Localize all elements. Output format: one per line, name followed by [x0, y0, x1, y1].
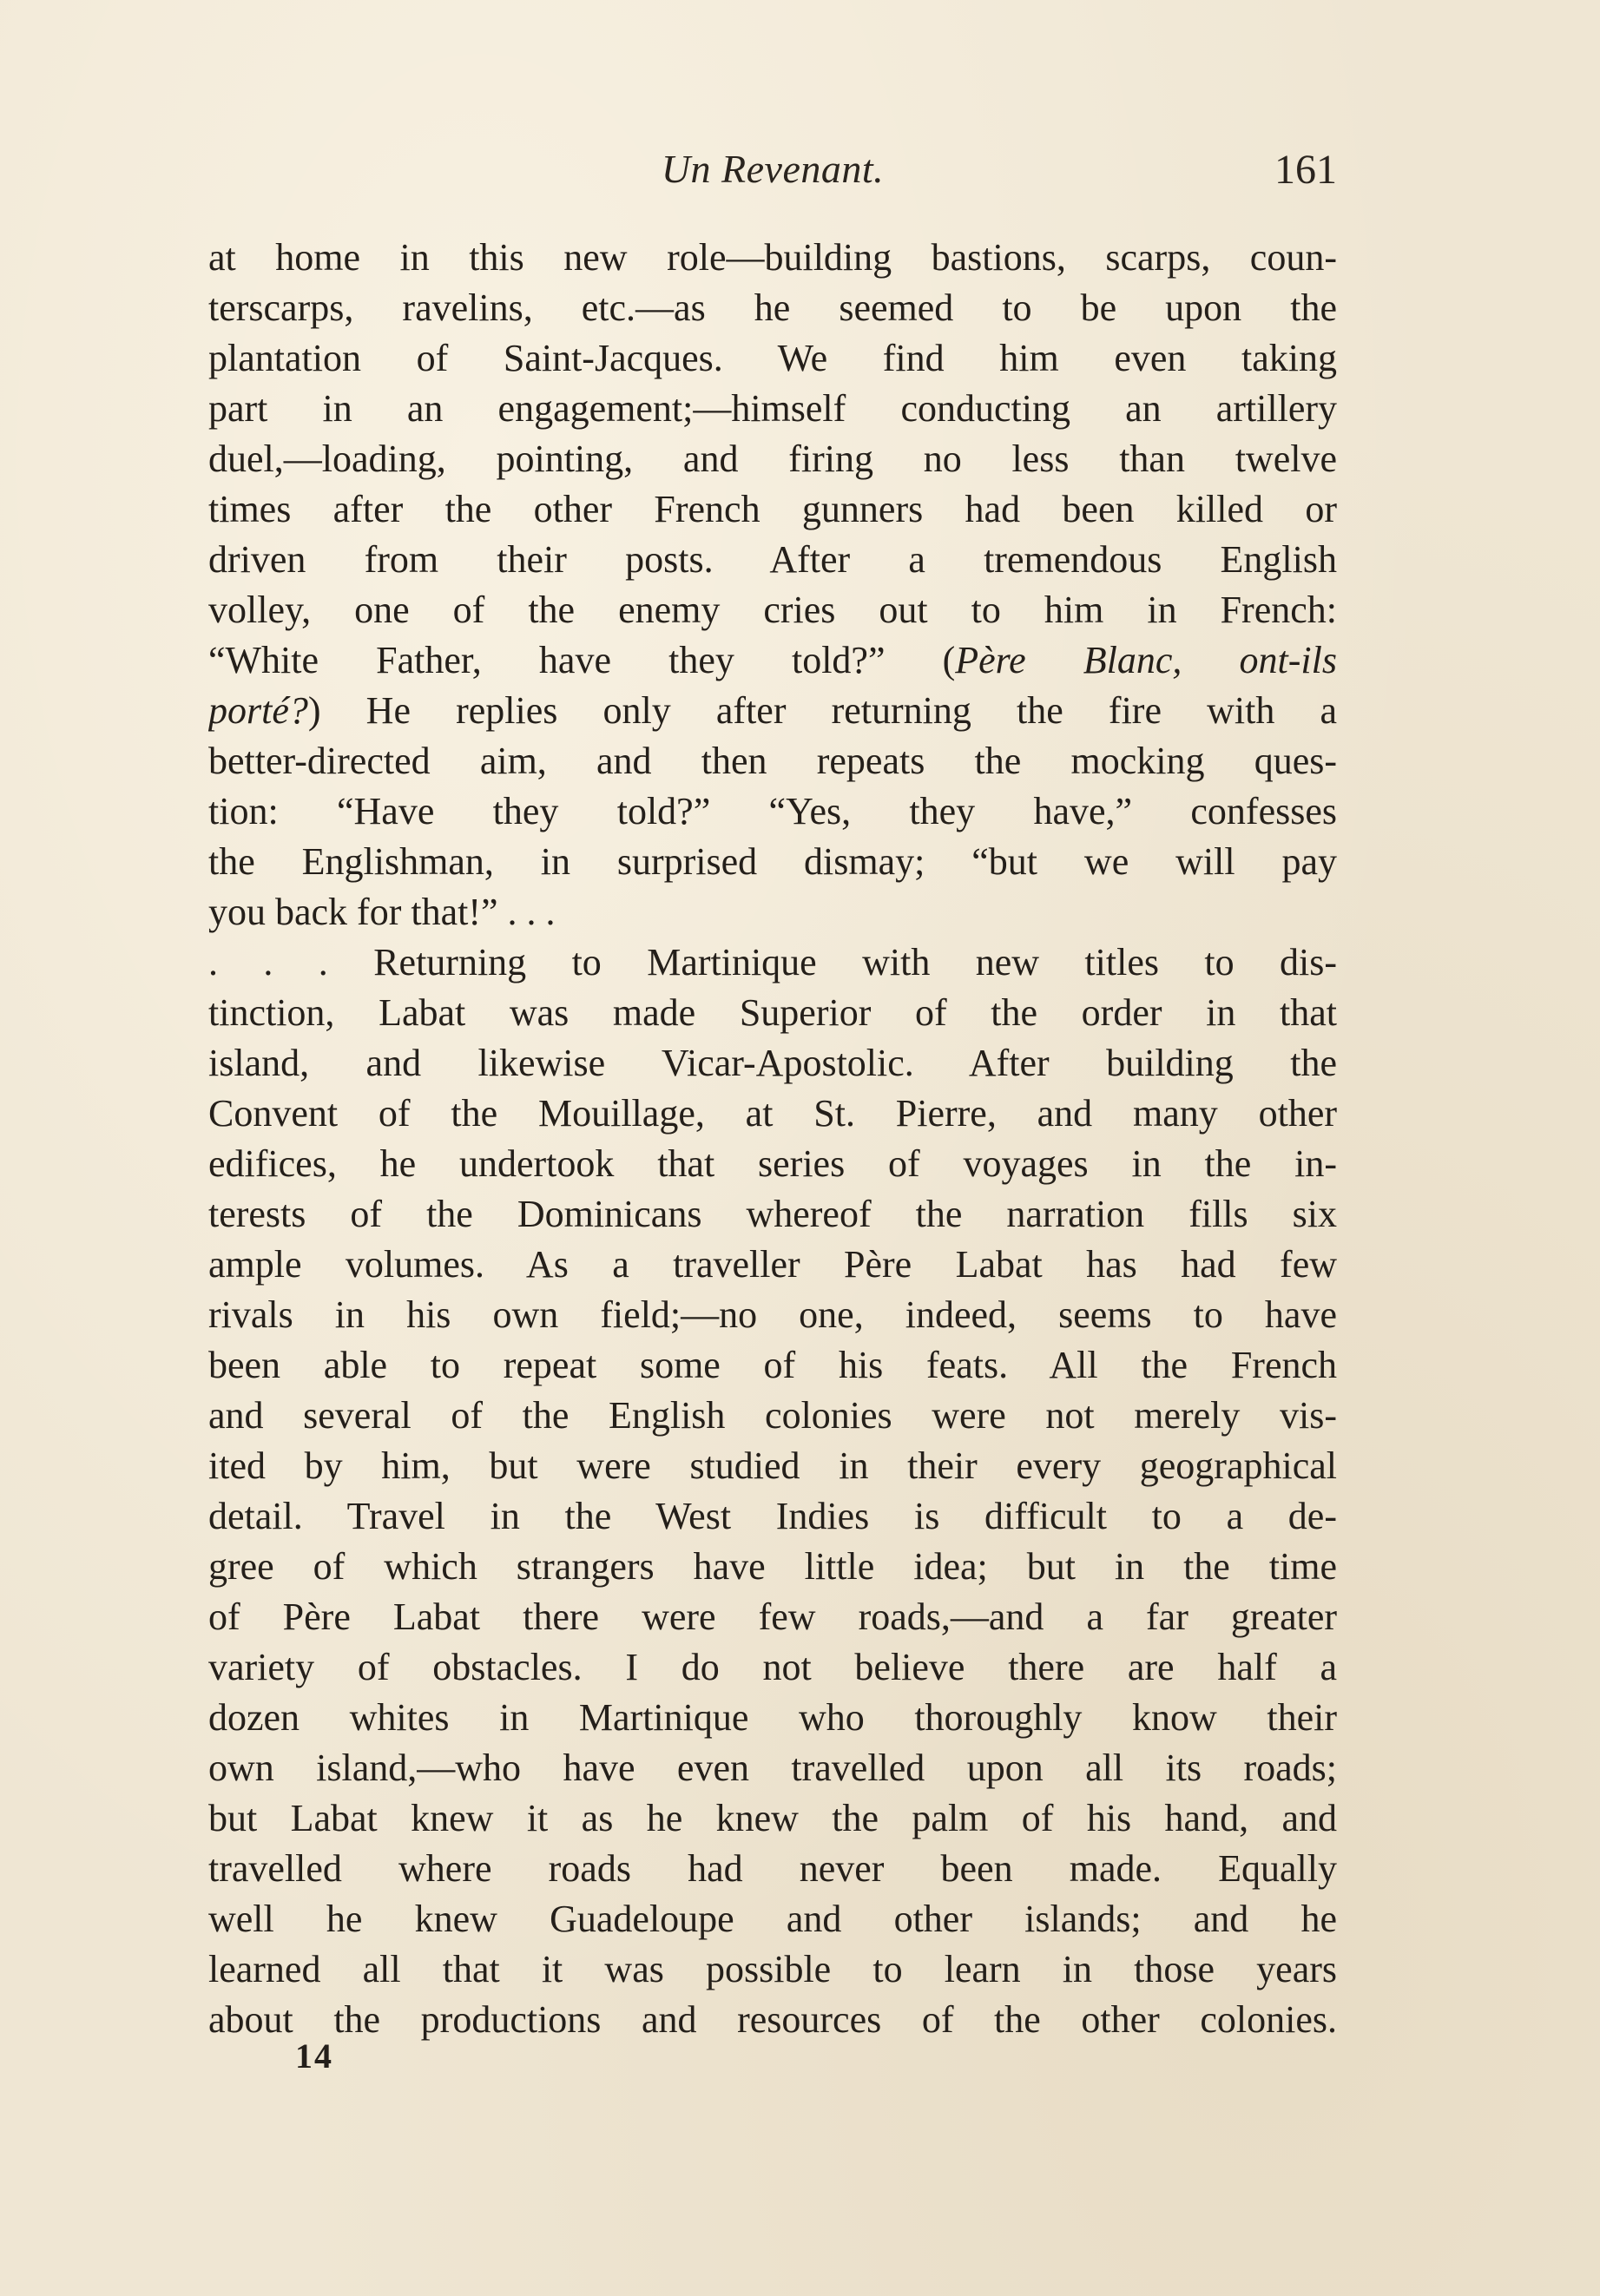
text-line: been able to repeat some of his feats. All the French: [208, 1344, 1337, 1386]
text-line: better-directed aim, and then repeats the mocking ques-: [208, 740, 1337, 782]
text-line: the Englishman, in surprised dismay; “but we will pay: [208, 840, 1337, 883]
text-line: you back for that!” . . .: [208, 891, 556, 933]
text-line: island, and likewise Vicar-Apostolic. After building the: [208, 1042, 1337, 1084]
running-title: Un Revenant.: [661, 147, 885, 191]
signature-mark: 14: [295, 2036, 333, 2076]
italic-french-phrase: Père Blanc, ont-ils: [955, 639, 1337, 681]
text-line: terests of the Dominicans whereof the narration fills six: [208, 1193, 1337, 1235]
text-line: tinction, Labat was made Superior of the order in that: [208, 991, 1337, 1034]
text-run: ) He replies only after returning the fire with a: [307, 689, 1337, 732]
text-line: edifices, he undertook that series of voyages in the in-: [208, 1142, 1337, 1185]
text-line: terscarps, ravelins, etc.—as he seemed to be upon the: [208, 286, 1337, 329]
text-line: variety of obstacles. I do not believe there are half a: [208, 1646, 1337, 1688]
text-line: of Père Labat there were few roads,—and a far greater: [208, 1595, 1337, 1638]
text-line: well he knew Guadeloupe and other islands; and he: [208, 1898, 1337, 1940]
text-line: [208, 635, 1337, 686]
italic-french-phrase: porté?: [208, 689, 308, 732]
text-line: plantation of Saint-Jacques. We find him even taking: [208, 337, 1337, 379]
text-line: times after the other French gunners had been killed or: [208, 488, 1337, 530]
text-line: . . . Returning to Martinique with new titles to dis-: [208, 941, 1337, 984]
text-line: [208, 686, 1337, 736]
text-line: and several of the English colonies were not merely vis-: [208, 1394, 1337, 1437]
text-line: rivals in his own field;—no one, indeed, seems to have: [208, 1293, 1337, 1336]
text-line: own island,—who have even travelled upon all its roads;: [208, 1747, 1337, 1789]
text-line: at home in this new role—building bastions, scarps, coun-: [208, 236, 1337, 279]
text-line: ample volumes. As a traveller Père Labat has had few: [208, 1243, 1337, 1286]
text-line: tion: “Have they told?” “Yes, they have,” confesses: [208, 790, 1337, 832]
text-line: Convent of the Mouillage, at St. Pierre, and many other: [208, 1092, 1337, 1135]
text-line: detail. Travel in the West Indies is difficult to a de-: [208, 1495, 1337, 1537]
text-line: driven from their posts. After a tremendous English: [208, 538, 1337, 581]
text-line: about the productions and resources of the other colonies.: [208, 1998, 1337, 2041]
text-line: volley, one of the enemy cries out to him in French:: [208, 589, 1337, 631]
text-run: “White Father, have they told?” (: [208, 639, 956, 681]
text-line: ited by him, but were studied in their every geographical: [208, 1444, 1337, 1487]
text-line: gree of which strangers have little idea; but in the time: [208, 1545, 1337, 1588]
running-head: [208, 146, 1337, 207]
page-number: 161: [1274, 147, 1337, 193]
text-line: dozen whites in Martinique who thoroughly know their: [208, 1696, 1337, 1739]
text-line: travelled where roads had never been made. Equally: [208, 1847, 1337, 1890]
text-line: learned all that it was possible to learn in those years: [208, 1948, 1337, 1990]
text-line: duel,—loading, pointing, and firing no less than twelve: [208, 437, 1337, 480]
text-line: but Labat knew it as he knew the palm of his hand, and: [208, 1797, 1337, 1839]
body-text: [208, 233, 1337, 2045]
text-line: part in an engagement;—himself conducting an artillery: [208, 387, 1337, 430]
